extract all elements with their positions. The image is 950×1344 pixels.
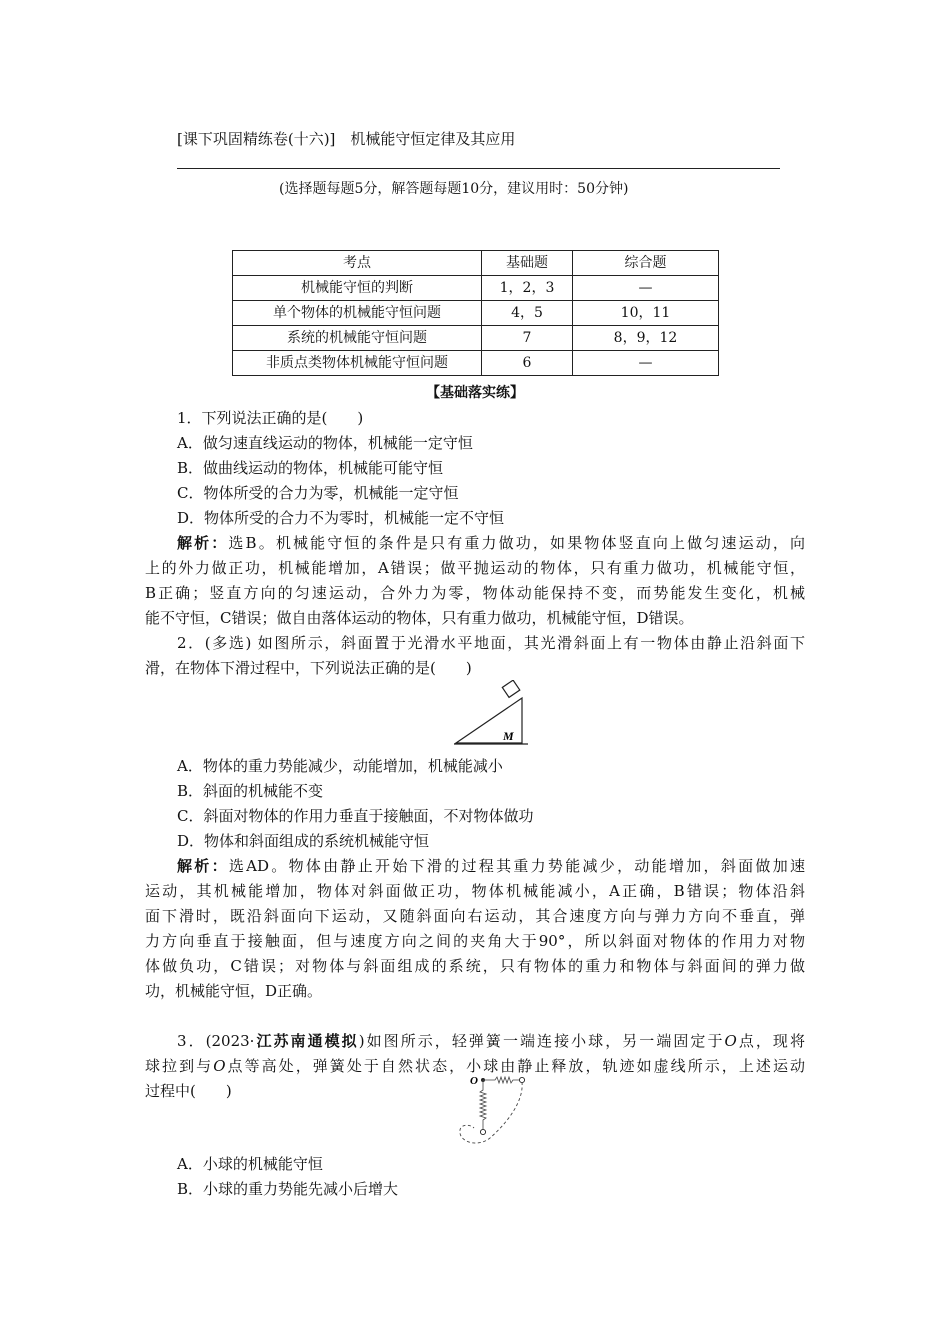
question-text: 点等高处，弹簧处于自然状态，小球由静止释放，轨迹如虚线所示，上述运动	[225, 1057, 805, 1075]
question-source: 江苏南通模拟	[254, 1032, 359, 1050]
ball-bottom	[480, 1129, 485, 1134]
analysis-line: 体做负功，C错误；对物体与斜面组成的系统，只有物体的重力和物体与斜面间的弹力做	[145, 957, 805, 975]
option-d: D．物体所受的合力不为零时，机械能一定不守恒	[177, 509, 505, 527]
question-text: 点，现将	[736, 1032, 805, 1050]
page-subtitle: (选择题每题5分，解答题每题10分，建议用时：50分钟)	[279, 181, 629, 197]
table-cell: 8，9，12	[573, 326, 719, 351]
page-title: [课下巩固精练卷(十六)] 机械能守恒定律及其应用	[177, 130, 516, 148]
question-stem: 过程中( )	[145, 1082, 232, 1100]
trajectory-path	[460, 1082, 522, 1143]
table-header: 综合题	[573, 251, 719, 276]
table-cell: 非质点类物体机械能守恒问题	[233, 351, 482, 376]
table-header: 考点	[233, 251, 482, 276]
table-cell: —	[573, 276, 719, 301]
table-cell: 10，11	[573, 301, 719, 326]
header-divider	[177, 168, 780, 169]
pivot-label: O	[470, 1075, 478, 1087]
analysis-line: 能不守恒，C错误；做自由落体运动的物体，只有重力做功，机械能守恒，D错误。	[145, 609, 694, 627]
option-c: C．物体所受的合力为零，机械能一定守恒	[177, 484, 459, 502]
analysis-line: B正确；竖直方向的匀速运动，合外力为零，物体动能保持不变，而势能发生变化，机械	[145, 584, 805, 602]
option-b: B．斜面的机械能不变	[177, 782, 324, 800]
ball-start	[519, 1077, 524, 1082]
question-number: 3．(2023·	[177, 1032, 255, 1050]
question-stem	[177, 1030, 805, 1051]
analysis-line: 上的外力做正功，机械能增加，A错误；做平抛运动的物体，只有重力做功，机械能守恒，	[145, 559, 805, 577]
analysis-label: 解析：	[177, 534, 229, 552]
point-o: O	[724, 1032, 737, 1050]
table-cell: 1，2，3	[482, 276, 573, 301]
table-header-row	[233, 251, 719, 276]
question-stem: 1．下列说法正确的是( )	[177, 409, 364, 427]
option-b: B．做曲线运动的物体，机械能可能守恒	[177, 459, 444, 477]
topic-table	[232, 250, 719, 376]
sliding-block	[502, 680, 519, 697]
table-cell: —	[573, 351, 719, 376]
option-a: A．做匀速直线运动的物体，机械能一定守恒	[177, 434, 473, 452]
table-cell: 单个物体的机械能守恒问题	[233, 301, 482, 326]
question-stem: 滑，在物体下滑过程中，下列说法正确的是( )	[145, 659, 472, 677]
table-cell: 4，5	[482, 301, 573, 326]
table-row	[233, 276, 719, 301]
table-header: 基础题	[482, 251, 573, 276]
option-a: A．物体的重力势能减少，动能增加，机械能减小	[177, 757, 503, 775]
analysis-line	[177, 532, 805, 553]
table-cell: 7	[482, 326, 573, 351]
table-row	[233, 301, 719, 326]
spring-figure	[450, 1068, 530, 1150]
analysis-line: 功，机械能守恒，D正确。	[145, 982, 323, 1000]
analysis-line: 力方向垂直于接触面，但与速度方向之间的夹角大于90°，所以斜面对物体的作用力对物	[145, 932, 805, 950]
incline-label: M	[503, 729, 514, 743]
option-a: A．小球的机械能守恒	[177, 1155, 323, 1173]
table-cell: 机械能守恒的判断	[233, 276, 482, 301]
question-stem: 2．(多选) 如图所示，斜面置于光滑水平地面，其光滑斜面上有一物体由静止沿斜面下	[177, 634, 805, 652]
spring-vertical	[480, 1080, 486, 1130]
table-cell: 系统的机械能守恒问题	[233, 326, 482, 351]
analysis-text: 选B。机械能守恒的条件是只有重力做功，如果物体竖直向上做匀速运动，向	[228, 534, 805, 552]
analysis-line: 面下滑时，既沿斜面向下运动，又随斜面向右运动，其合速度方向与弹力方向不垂直，弹	[145, 907, 805, 925]
table-cell: 6	[482, 351, 573, 376]
section-title: 【基础落实练】	[426, 385, 524, 401]
analysis-text: 选AD。物体由静止开始下滑的过程其重力势能减少，动能增加，斜面做加速	[228, 857, 805, 875]
point-o: O	[213, 1057, 226, 1075]
option-d: D．物体和斜面组成的系统机械能守恒	[177, 832, 430, 850]
question-text: )如图所示，轻弹簧一端连接小球，另一端固定于	[358, 1032, 725, 1050]
option-b: B．小球的重力势能先减小后增大	[177, 1180, 399, 1198]
analysis-line	[177, 855, 805, 876]
incline-figure	[452, 680, 532, 748]
analysis-line: 运动，其机械能增加，物体对斜面做正功，物体机械能减小，A正确，B错误；物体沿斜	[145, 882, 806, 900]
question-text: 球拉到与	[145, 1057, 214, 1075]
spring-horizontal	[483, 1077, 520, 1083]
option-c: C．斜面对物体的作用力垂直于接触面，不对物体做功	[177, 807, 534, 825]
analysis-label: 解析：	[177, 857, 229, 875]
table-row	[233, 326, 719, 351]
table-row	[233, 351, 719, 376]
